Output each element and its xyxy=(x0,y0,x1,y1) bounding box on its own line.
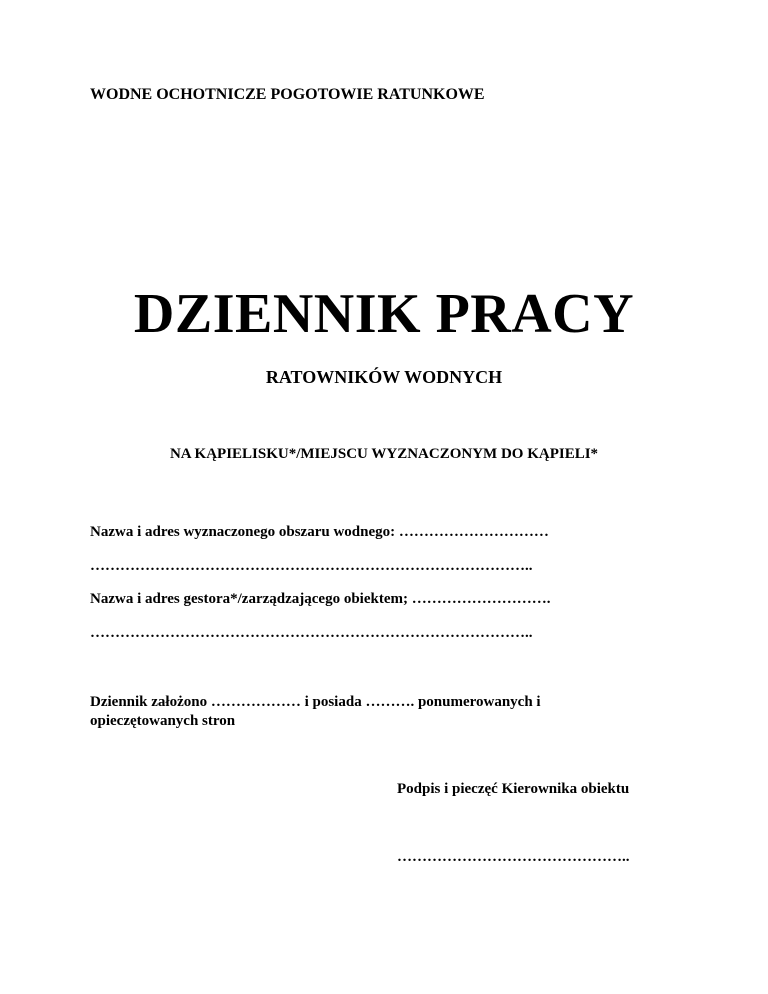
water-area-continuation: …………………………………………………………………………….. xyxy=(90,558,533,574)
document-title: DZIENNIK PRACY xyxy=(133,283,635,345)
organization-name: WODNE OCHOTNICZE POGOTOWIE RATUNKOWE xyxy=(90,86,485,103)
signature-label: Podpis i pieczęć Kierownika obiektu xyxy=(397,781,630,797)
location-type: NA KĄPIELISKU*/MIEJSCU WYZNACZONYM DO KĄPIELI* xyxy=(169,446,599,462)
journal-info-line-2: opieczętowanych stron xyxy=(90,713,236,729)
journal-info-line-1: Dziennik założono ……………… i posiada ………. ponumerowanych i xyxy=(90,694,541,710)
signature-line: ……………………………………….. xyxy=(397,849,630,865)
document-subtitle: RATOWNIKÓW WODNYCH xyxy=(265,367,503,387)
operator-field: Nazwa i adres gestora*/zarządzającego obiektem; ………………………. xyxy=(90,591,551,607)
operator-continuation: …………………………………………………………………………….. xyxy=(90,625,533,641)
water-area-field: Nazwa i adres wyznaczonego obszaru wodnego: ………………………… xyxy=(90,524,549,540)
